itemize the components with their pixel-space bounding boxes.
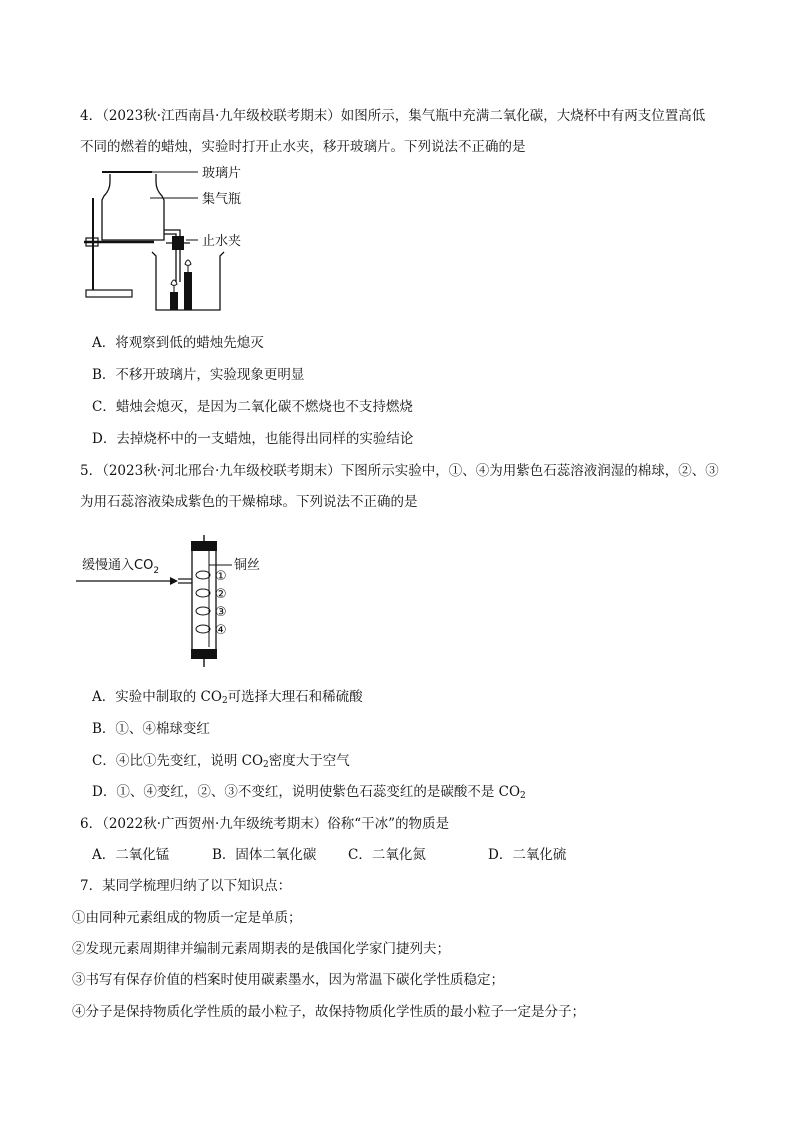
glass-plate-label: 玻璃片 [202, 166, 242, 181]
q5-option-b: B．①、④棉球变红 [92, 721, 210, 737]
q4-option-b: B．不移开玻璃片，实验现象更明显 [92, 367, 305, 383]
q5-stem-line2: 为用石蕊溶液染成紫色的干燥棉球。下列说法不正确的是 [80, 494, 418, 510]
q6-option-c: C．二氧化氮 [348, 847, 426, 863]
q6-option-a: A．二氧化锰 [92, 847, 170, 863]
q4-stem-line2: 不同的燃着的蜡烛，实验时打开止水夹，移开玻璃片。下列说法不正确的是 [80, 139, 526, 155]
q5-option-d: D．①、④变红，②、③不变红，说明使紫色石蕊变红的是碳酸不是 $CO_2$ [92, 784, 526, 801]
q7-item-2: ②发现元素周期律并编制元素周期表的是俄国化学家门捷列夫； [72, 941, 450, 957]
ball-1-label: ① [215, 569, 227, 584]
q5-option-a: A．实验中制取的 $CO_2$可选择大理石和稀硫酸 [92, 689, 363, 706]
q6-stem: 6．（2022秋·广西贺州·九年级统考期末）俗称“干冰”的物质是 [80, 816, 450, 832]
q6-options-row [92, 843, 566, 863]
q5-option-c: C．④比①先变红，说明 $CO_2$密度大于空气 [92, 753, 350, 770]
q4-gas-jar-apparatus-figure [80, 160, 260, 320]
ball-3-label: ③ [215, 605, 227, 620]
clamp-label: 止水夹 [202, 234, 242, 249]
q4-option-d: D．去掉烧杯中的一支蜡烛，也能得出同样的实验结论 [92, 431, 414, 447]
q7-item-4: ④分子是保持物质化学性质的最小粒子，故保持物质化学性质的最小粒子一定是分子； [72, 1004, 585, 1020]
ball-2-label: ② [215, 587, 227, 602]
q7-stem: 7．某同学梳理归纳了以下知识点： [80, 878, 292, 894]
q7-item-1: ①由同种元素组成的物质一定是单质； [72, 910, 302, 926]
q4-option-c: C．蜡烛会熄灭，是因为二氧化碳不燃烧也不支持燃烧 [92, 399, 413, 415]
q6-option-b: B．固体二氧化碳 [212, 847, 317, 863]
inlet-label: 缓慢通入$CO_2$ [82, 558, 160, 576]
q6-option-d: D．二氧化硫 [488, 847, 567, 863]
q5-cotton-ball-tube-figure [72, 535, 302, 675]
ball-4-label: ④ [215, 623, 227, 638]
q4-stem-line1: 4．（2023秋·江西南昌·九年级校联考期末）如图所示，集气瓶中充满二氧化碳，大烧杯中有两支位置高低 [80, 108, 706, 124]
q4-option-a: A．将观察到低的蜡烛先熄灭 [92, 335, 264, 351]
gas-jar-label: 集气瓶 [202, 192, 242, 207]
q7-item-3: ③书写有保存价值的档案时使用碳素墨水，因为常温下碳化学性质稳定； [72, 972, 504, 988]
q5-stem-line1: 5．（2023秋·河北邢台·九年级校联考期末）下图所示实验中，①、④为用紫色石蕊溶液润湿的棉球，②、③ [80, 463, 719, 479]
copper-wire-label: 铜丝 [234, 558, 261, 573]
